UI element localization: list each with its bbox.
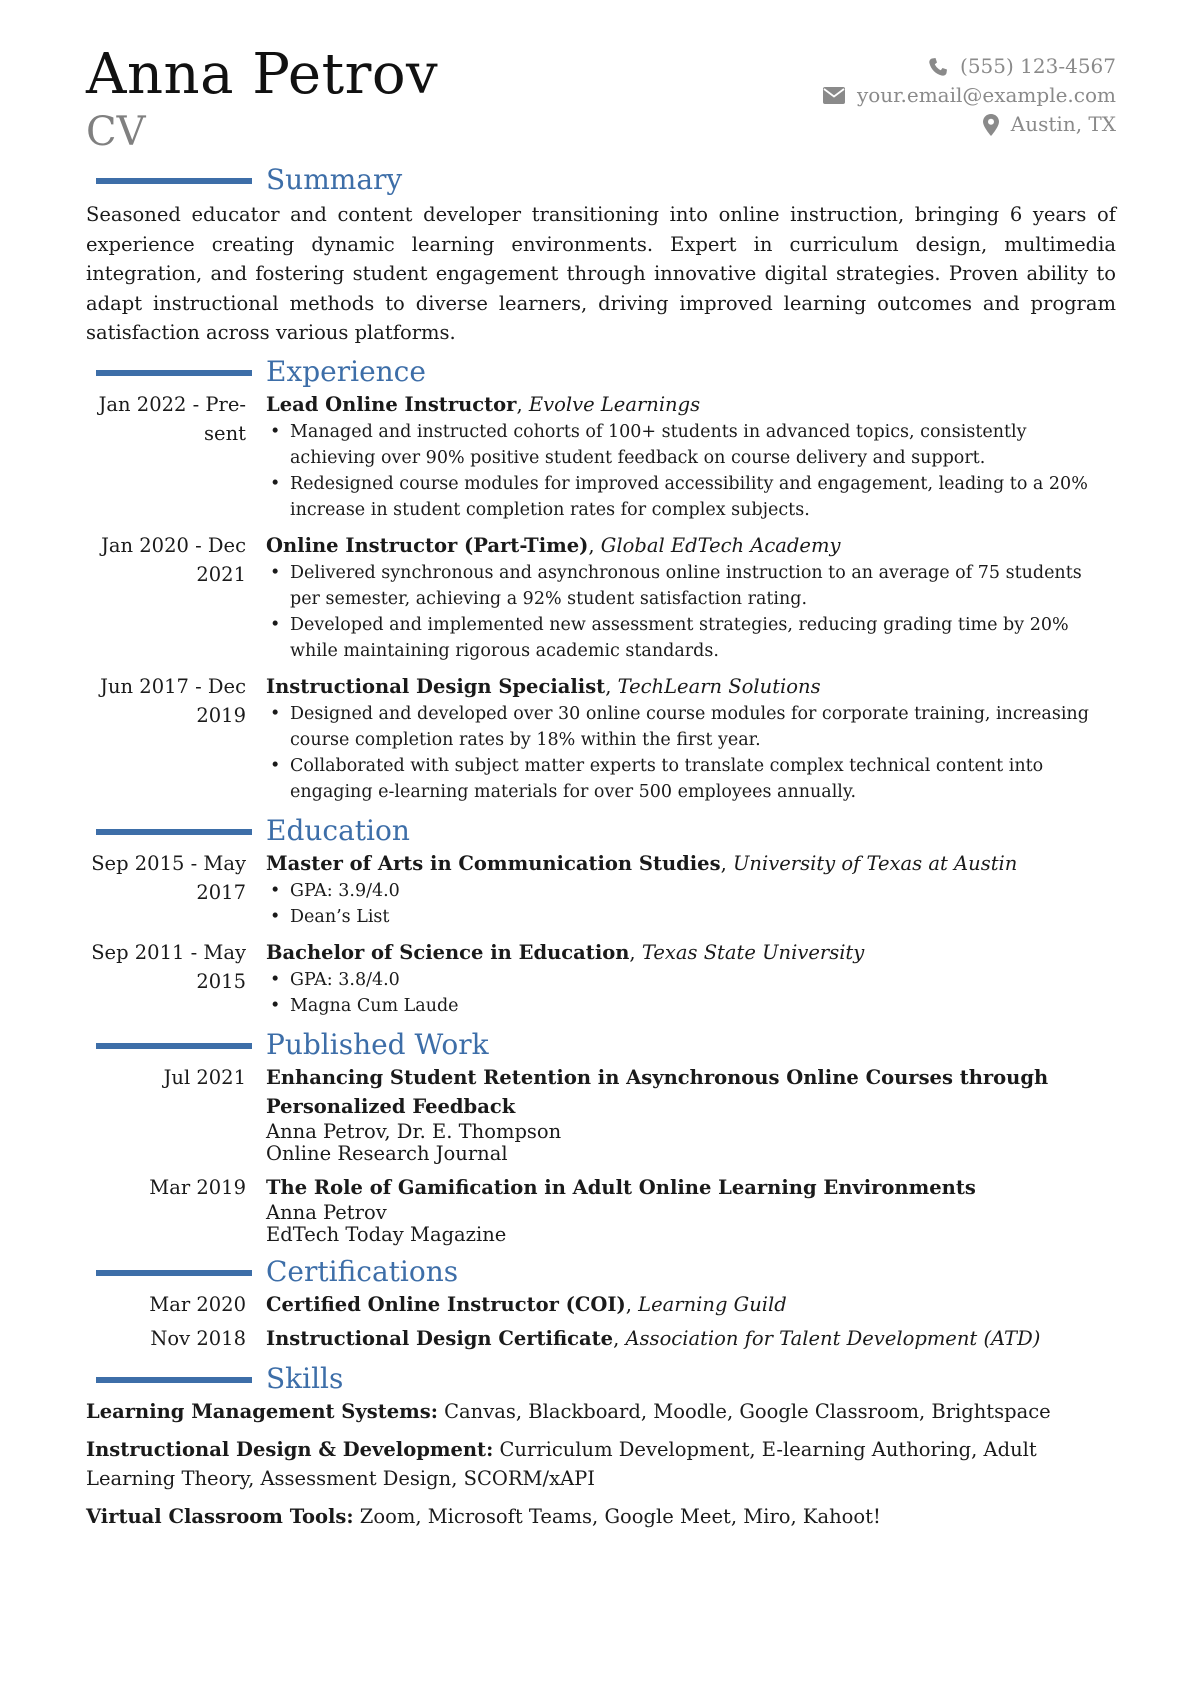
- skill-row: [86, 1502, 1116, 1531]
- cv-page: [86, 40, 1116, 1540]
- contact-location: [823, 110, 1116, 139]
- skill-label: Virtual Classroom Tools:: [86, 1504, 354, 1528]
- entry-title: Lead Online Instructor, Evolve Learnings: [266, 392, 701, 416]
- entry-date-line: Jan 2022 - Pre-: [98, 392, 246, 416]
- employer-name: Evolve Learnings: [528, 392, 701, 416]
- entry-title: Bachelor of Science in Education, Texas State University: [266, 940, 865, 964]
- education-entry: [86, 938, 1116, 1019]
- section-title: Experience: [266, 354, 426, 388]
- entry-date: [86, 849, 246, 930]
- publication-title-text: Enhancing Student Retention in Asynchronous Online Courses through Personalized Feedback: [266, 1065, 1049, 1118]
- entry-date-line: 2021: [196, 562, 246, 586]
- summary-section-header: [86, 162, 1116, 198]
- publication-authors: Anna Petrov: [266, 1200, 387, 1224]
- bullet-item: • Delivered synchronous and asynchronous online instruction to an average of 75 students per semester, achieving a 92% student satisfaction rating.: [266, 560, 1116, 612]
- entry-title: Instructional Design Specialist, TechLearn Solutions: [266, 674, 821, 698]
- section-divider-bar: [96, 829, 252, 835]
- entry-date-line: 2015: [196, 969, 246, 993]
- entry-date: [86, 672, 246, 805]
- publication-title-text: The Role of Gamification in Adult Online Learning Environments: [266, 1175, 976, 1199]
- bullet-item: • Dean’s List: [266, 904, 1116, 930]
- section-divider-bar: [96, 1270, 252, 1276]
- entry-date-line: Sep 2011 - May: [91, 940, 246, 964]
- entry-date: [86, 938, 246, 1019]
- certification-name: Certified Online Instructor (COI): [266, 1292, 626, 1316]
- job-role: Lead Online Instructor: [266, 392, 517, 416]
- entry-bullets: [266, 701, 1116, 805]
- entry-date-line: Jan 2020 - Dec: [101, 533, 246, 557]
- entry-body: [266, 1324, 1116, 1353]
- phone-number[interactable]: (555) 123-4567: [960, 54, 1116, 78]
- bullet-item: • Managed and instructed cohorts of 100+ students in advanced topics, consistently achieving over 90% positive student feedback on course delivery and support.: [266, 419, 1116, 471]
- section-divider-bar: [96, 1377, 252, 1383]
- education-entry: [86, 849, 1116, 930]
- entry-date: Mar 2020: [149, 1292, 246, 1316]
- envelope-icon: [823, 87, 845, 104]
- candidate-name: Anna Petrov: [86, 42, 439, 107]
- entry-title: Master of Arts in Communication Studies, University of Texas at Austin: [266, 851, 1018, 875]
- entry-title: Online Instructor (Part-Time), Global EdTech Academy: [266, 533, 841, 557]
- summary-text: Seasoned educator and content developer transitioning into online instruction, bringing 6 years of experience creating dynamic learning environments. Expert in curriculum design, multimedia integration, and fostering student engagement through innovative digital strategies. Proven ability to adapt instructional methods to diverse learners, driving improved learning outcomes and program satisfaction across various platforms.: [86, 203, 1116, 344]
- contact-phone: [823, 52, 1116, 81]
- bullet-item: • Redesigned course modules for improved accessibility and engagement, leading to a 20% increase in student completion rates for complex subjects.: [266, 471, 1116, 523]
- bullet-item: • GPA: 3.9/4.0: [266, 878, 1116, 904]
- contact-email: [823, 81, 1116, 110]
- section-divider-bar: [96, 1043, 252, 1049]
- entry-body: [266, 1290, 1116, 1319]
- entry-date-line: 2019: [196, 703, 246, 727]
- entry-date: Jul 2021: [163, 1065, 246, 1089]
- entry-bullets: [266, 560, 1116, 664]
- contact-info: [823, 52, 1116, 139]
- section-title: Skills: [266, 1361, 344, 1395]
- published-section-header: [86, 1027, 1116, 1063]
- experience-entry: [86, 390, 1116, 523]
- bullet-item: • GPA: 3.8/4.0: [266, 967, 1116, 993]
- document-subtitle: CV: [86, 109, 146, 155]
- degree-name: Master of Arts in Communication Studies: [266, 851, 721, 875]
- section-title: Summary: [266, 163, 403, 196]
- certification-entry: [86, 1324, 1116, 1353]
- skills-section-header: [86, 1361, 1116, 1397]
- entry-body: [266, 531, 1116, 664]
- location-text: Austin, TX: [1010, 112, 1116, 136]
- section-divider-bar: [96, 370, 252, 376]
- entry-date-line: Jun 2017 - Dec: [100, 674, 246, 698]
- bullet-item: • Magna Cum Laude: [266, 993, 1116, 1019]
- entry-bullets: [266, 878, 1116, 930]
- email-address[interactable]: your.email@example.com: [856, 83, 1116, 107]
- entry-date-line: 2017: [196, 880, 246, 904]
- entry-body: [266, 938, 1116, 1019]
- bullet-item: • Designed and developed over 30 online course modules for corporate training, increasing course completion rates by 18% within the first year.: [266, 701, 1116, 753]
- experience-entry: [86, 531, 1116, 664]
- skill-value: Zoom, Microsoft Teams, Google Meet, Miro, Kahoot!: [359, 1504, 881, 1528]
- publication-entry: [86, 1063, 1116, 1165]
- bullet-item: • Collaborated with subject matter experts to translate complex technical content into engaging e-learning materials for over 500 employees annually.: [266, 753, 1116, 805]
- section-divider-bar: [96, 178, 252, 184]
- section-title: Certifications: [266, 1254, 459, 1288]
- experience-section-header: [86, 354, 1116, 390]
- entry-body: [266, 1063, 1116, 1165]
- entry-date: [86, 531, 246, 664]
- certification-title: Certified Online Instructor (COI), Learning Guild: [266, 1292, 787, 1316]
- job-role: Instructional Design Specialist: [266, 674, 606, 698]
- publication-entry: [86, 1173, 1116, 1246]
- entry-date: Nov 2018: [150, 1326, 246, 1350]
- entry-bullets: [266, 967, 1116, 1019]
- entry-body: [266, 672, 1116, 805]
- publication-title: [266, 1173, 1116, 1202]
- map-marker-icon: [983, 114, 999, 136]
- entry-body: [266, 1173, 1116, 1246]
- entry-date-line: Sep 2015 - May: [91, 851, 246, 875]
- certification-name: Instructional Design Certificate: [266, 1326, 614, 1350]
- employer-name: Global EdTech Academy: [600, 533, 841, 557]
- skill-row: [86, 1397, 1116, 1426]
- skill-value: Curriculum Development, E-learning Authoring, Adult Learning Theory, Assessment Design, SCORM/xAPI: [86, 1437, 1037, 1490]
- entry-body: [266, 390, 1116, 523]
- bullet-item: • Developed and implemented new assessment strategies, reducing grading time by 20% while maintaining rigorous academic standards.: [266, 612, 1116, 664]
- publication-authors: Anna Petrov, Dr. E. Thompson: [266, 1119, 562, 1143]
- entry-date: Mar 2019: [149, 1175, 246, 1199]
- phone-icon: [928, 57, 948, 77]
- certifications-section-header: [86, 1254, 1116, 1290]
- entry-date-line: sent: [204, 421, 246, 445]
- certification-entry: [86, 1290, 1116, 1319]
- school-name: Texas State University: [641, 940, 865, 964]
- certification-title: Instructional Design Certificate, Association for Talent Development (ATD): [266, 1326, 1041, 1350]
- employer-name: TechLearn Solutions: [617, 674, 821, 698]
- entry-bullets: [266, 419, 1116, 523]
- section-title: Education: [266, 813, 410, 847]
- degree-name: Bachelor of Science in Education: [266, 940, 630, 964]
- skill-label: Learning Management Systems:: [86, 1399, 438, 1423]
- publication-venue: Online Research Journal: [266, 1141, 508, 1165]
- skill-value: Canvas, Blackboard, Moodle, Google Classroom, Brightspace: [444, 1399, 1051, 1423]
- school-name: University of Texas at Austin: [732, 851, 1018, 875]
- entry-date: [86, 390, 246, 523]
- certification-issuer: Learning Guild: [638, 1292, 787, 1316]
- skill-label: Instructional Design & Development:: [86, 1437, 494, 1461]
- publication-title: [266, 1063, 1116, 1121]
- certification-issuer: Association for Talent Development (ATD): [625, 1326, 1041, 1350]
- section-title: Published Work: [266, 1027, 489, 1061]
- education-section-header: [86, 813, 1116, 849]
- skill-row: [86, 1435, 1116, 1493]
- job-role: Online Instructor (Part-Time): [266, 533, 589, 557]
- publication-venue: EdTech Today Magazine: [266, 1222, 507, 1246]
- cv-header: [86, 40, 1116, 158]
- experience-entry: [86, 672, 1116, 805]
- entry-body: [266, 849, 1116, 930]
